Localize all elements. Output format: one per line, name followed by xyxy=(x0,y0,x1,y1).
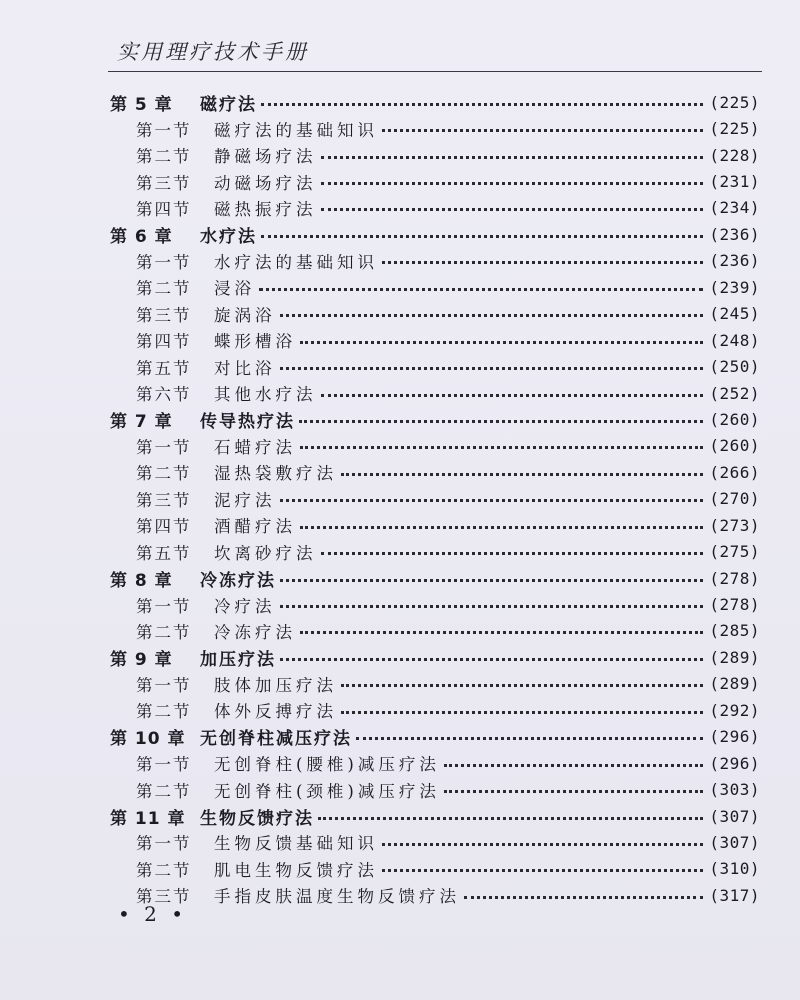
section-title: 肢体加压疗法 xyxy=(214,675,337,695)
dot-leader xyxy=(356,737,703,740)
page-number: (245) xyxy=(709,304,760,324)
section-number: 第四节 xyxy=(136,199,192,219)
section-title: 冷疗法 xyxy=(214,596,276,616)
page-number: (236) xyxy=(709,224,760,244)
chapter-title: 无创脊柱减压疗法 xyxy=(200,729,352,750)
page-number: (239) xyxy=(709,277,760,297)
section-title: 坎离砂疗法 xyxy=(214,543,317,563)
section-title: 磁疗法的基础知识 xyxy=(214,120,378,140)
toc-chapter-row xyxy=(110,89,760,115)
section-title: 蝶形槽浴 xyxy=(214,332,296,352)
section-title: 动磁场疗法 xyxy=(214,173,317,193)
chapter-title: 水疗法 xyxy=(200,226,257,247)
toc-section-row xyxy=(110,248,760,274)
section-number: 第二节 xyxy=(136,781,192,801)
toc-section-row xyxy=(110,327,760,353)
page-number: (278) xyxy=(709,595,760,615)
dot-leader xyxy=(300,341,703,344)
section-title: 湿热袋敷疗法 xyxy=(214,464,337,484)
section-title: 手指皮肤温度生物反馈疗法 xyxy=(214,887,460,907)
section-number: 第一节 xyxy=(136,252,192,272)
page-number: (250) xyxy=(709,357,760,377)
page-folio: • 2 • xyxy=(118,902,188,926)
section-number: 第一节 xyxy=(136,120,192,140)
chapter-number: 第 5 章 xyxy=(110,94,173,115)
table-of-contents xyxy=(110,89,760,909)
section-title: 体外反搏疗法 xyxy=(214,702,337,722)
toc-section-row xyxy=(110,538,760,564)
section-number: 第五节 xyxy=(136,358,192,378)
dot-leader xyxy=(321,156,704,159)
section-title: 浸浴 xyxy=(214,279,255,299)
toc-chapter-row xyxy=(110,221,760,247)
header-rule xyxy=(108,71,762,72)
toc-section-row xyxy=(110,301,760,327)
dot-leader xyxy=(259,288,703,291)
chapter-number: 第 6 章 xyxy=(110,226,173,247)
toc-chapter-row xyxy=(110,724,760,750)
section-title: 生物反馈基础知识 xyxy=(214,834,378,854)
dot-leader xyxy=(341,473,703,476)
page-number: (317) xyxy=(709,885,760,905)
section-title: 磁热振疗法 xyxy=(214,199,317,219)
chapter-title: 磁疗法 xyxy=(200,94,257,115)
dot-leader xyxy=(444,790,703,793)
dot-leader xyxy=(382,843,703,846)
dot-leader xyxy=(382,261,703,264)
section-number: 第一节 xyxy=(136,755,192,775)
section-title: 水疗法的基础知识 xyxy=(214,252,378,272)
section-title: 肌电生物反馈疗法 xyxy=(214,860,378,880)
toc-section-row xyxy=(110,353,760,379)
dot-leader xyxy=(321,208,704,211)
page-number: (266) xyxy=(709,462,760,482)
section-number: 第三节 xyxy=(136,887,192,907)
dot-leader xyxy=(341,711,703,714)
section-number: 第一节 xyxy=(136,596,192,616)
section-title: 对比浴 xyxy=(214,358,276,378)
section-number: 第二节 xyxy=(136,702,192,722)
page-number: (285) xyxy=(709,621,760,641)
toc-section-row xyxy=(110,274,760,300)
page-number: (307) xyxy=(709,806,760,826)
section-number: 第三节 xyxy=(136,305,192,325)
toc-section-row xyxy=(110,512,760,538)
toc-section-row xyxy=(110,697,760,723)
page-number: (296) xyxy=(709,727,760,747)
chapter-number: 第 7 章 xyxy=(110,411,173,432)
dot-leader xyxy=(280,579,703,582)
page-number: (289) xyxy=(709,647,760,667)
section-title: 酒醋疗法 xyxy=(214,517,296,537)
dot-leader xyxy=(280,367,704,370)
page-number: (292) xyxy=(709,700,760,720)
dot-leader xyxy=(261,235,703,238)
section-number: 第二节 xyxy=(136,279,192,299)
running-head: 实用理疗技术手册 xyxy=(117,40,309,64)
toc-chapter-row xyxy=(110,406,760,432)
page-number: (225) xyxy=(709,92,760,112)
page-number: (303) xyxy=(709,780,760,800)
dot-leader xyxy=(321,394,704,397)
dot-leader xyxy=(444,764,703,767)
toc-chapter-row xyxy=(110,803,760,829)
section-number: 第二节 xyxy=(136,464,192,484)
toc-section-row xyxy=(110,433,760,459)
chapter-number: 第 10 章 xyxy=(110,729,186,750)
section-title: 无创脊柱(腰椎)减压疗法 xyxy=(214,755,440,775)
section-title: 静磁场疗法 xyxy=(214,147,317,167)
chapter-title: 生物反馈疗法 xyxy=(200,808,314,829)
section-number: 第五节 xyxy=(136,543,192,563)
toc-section-row xyxy=(110,168,760,194)
section-number: 第二节 xyxy=(136,147,192,167)
page-number: (231) xyxy=(709,172,760,192)
chapter-number: 第 9 章 xyxy=(110,649,173,670)
page-number: (236) xyxy=(709,251,760,271)
section-number: 第二节 xyxy=(136,622,192,642)
section-number: 第一节 xyxy=(136,437,192,457)
dot-leader xyxy=(280,658,703,661)
section-title: 无创脊柱(颈椎)减压疗法 xyxy=(214,781,440,801)
toc-section-row xyxy=(110,882,760,908)
toc-section-row xyxy=(110,380,760,406)
dot-leader xyxy=(300,446,703,449)
section-number: 第三节 xyxy=(136,173,192,193)
page-number: (260) xyxy=(709,409,760,429)
dot-leader xyxy=(280,605,704,608)
page-number: (248) xyxy=(709,330,760,350)
section-number: 第一节 xyxy=(136,834,192,854)
dot-leader xyxy=(321,182,704,185)
page-number: (234) xyxy=(709,198,760,218)
toc-section-row xyxy=(110,776,760,802)
page-number: (225) xyxy=(709,119,760,139)
page-number: (252) xyxy=(709,383,760,403)
dot-leader xyxy=(318,817,703,820)
section-number: 第六节 xyxy=(136,385,192,405)
page-number: (260) xyxy=(709,436,760,456)
page-number: (296) xyxy=(709,753,760,773)
section-title: 旋涡浴 xyxy=(214,305,276,325)
toc-chapter-row xyxy=(110,565,760,591)
page-number: (289) xyxy=(709,674,760,694)
toc-section-row xyxy=(110,856,760,882)
dot-leader xyxy=(280,499,704,502)
toc-section-row xyxy=(110,459,760,485)
dot-leader xyxy=(300,631,703,634)
chapter-number: 第 8 章 xyxy=(110,570,173,591)
toc-section-row xyxy=(110,618,760,644)
page-number: (278) xyxy=(709,568,760,588)
dot-leader xyxy=(280,314,704,317)
section-title: 其他水疗法 xyxy=(214,385,317,405)
toc-section-row xyxy=(110,195,760,221)
section-title: 泥疗法 xyxy=(214,490,276,510)
page-number: (307) xyxy=(709,832,760,852)
toc-chapter-row xyxy=(110,644,760,670)
toc-section-row xyxy=(110,142,760,168)
dot-leader xyxy=(321,552,704,555)
page-number: (228) xyxy=(709,145,760,165)
page-number: (273) xyxy=(709,515,760,535)
section-number: 第二节 xyxy=(136,860,192,880)
dot-leader xyxy=(341,684,703,687)
dot-leader xyxy=(299,420,703,423)
section-number: 第四节 xyxy=(136,517,192,537)
dot-leader xyxy=(382,869,703,872)
toc-section-row xyxy=(110,750,760,776)
chapter-title: 加压疗法 xyxy=(200,649,276,670)
toc-section-row xyxy=(110,486,760,512)
page-number: (310) xyxy=(709,859,760,879)
page-number: (275) xyxy=(709,542,760,562)
dot-leader xyxy=(464,896,703,899)
chapter-title: 传导热疗法 xyxy=(200,411,295,432)
section-number: 第三节 xyxy=(136,490,192,510)
toc-section-row xyxy=(110,671,760,697)
section-number: 第四节 xyxy=(136,332,192,352)
toc-section-row xyxy=(110,829,760,855)
section-number: 第一节 xyxy=(136,675,192,695)
section-title: 冷冻疗法 xyxy=(214,622,296,642)
section-title: 石蜡疗法 xyxy=(214,437,296,457)
toc-section-row xyxy=(110,591,760,617)
chapter-title: 冷冻疗法 xyxy=(200,570,276,591)
toc-section-row xyxy=(110,115,760,141)
dot-leader xyxy=(300,526,703,529)
chapter-number: 第 11 章 xyxy=(110,808,186,829)
page-number: (270) xyxy=(709,489,760,509)
dot-leader xyxy=(261,103,703,106)
dot-leader xyxy=(382,129,703,132)
